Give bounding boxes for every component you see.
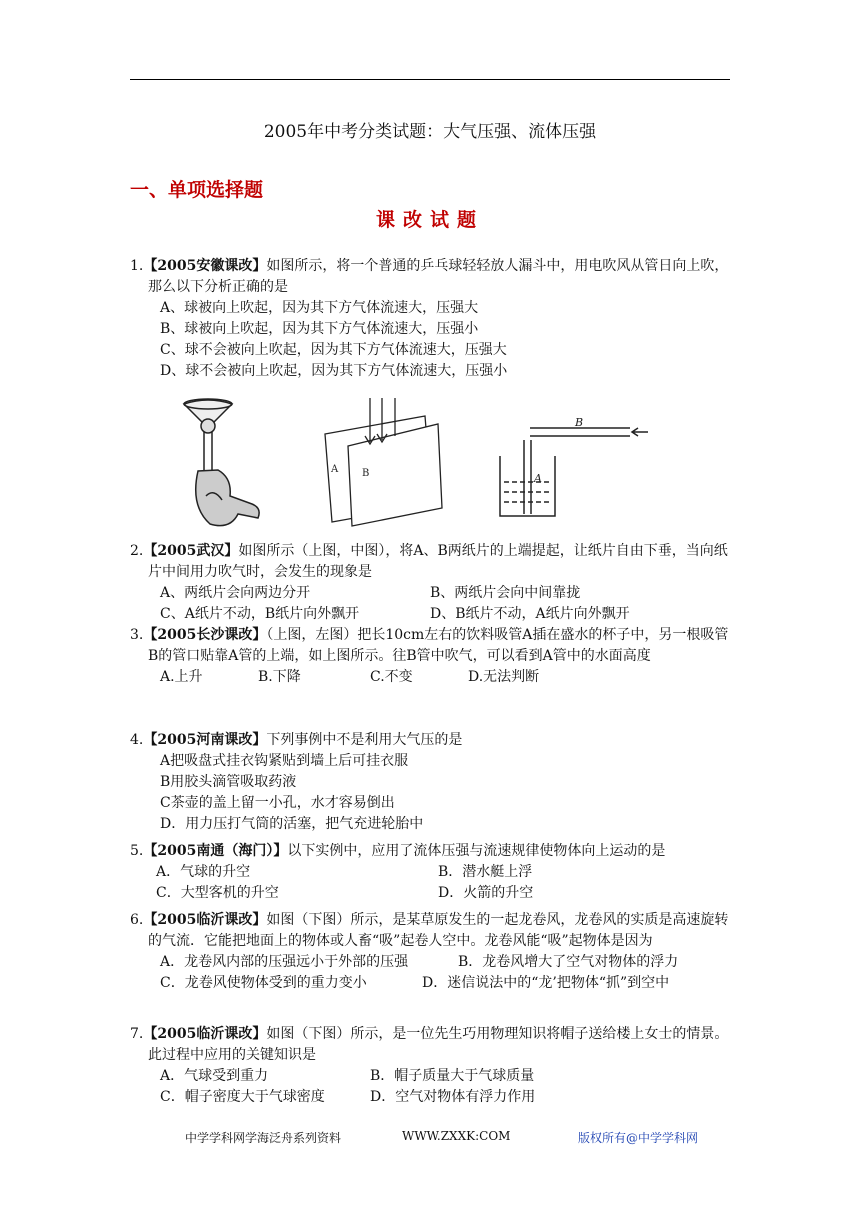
q-num: 5. xyxy=(130,843,144,859)
figure-strip xyxy=(170,396,650,536)
q-source-tag: 【2005南通（海门）】 xyxy=(143,843,288,859)
figures-svg xyxy=(170,396,650,536)
q-stem: 如图所示（上图，中图），将A、B两纸片的上端提起，让纸片自由下垂，当向纸片中间用力吹气时，会发生的现象是 xyxy=(148,543,728,580)
q-num: 1. xyxy=(130,258,144,274)
header-rule xyxy=(130,79,730,80)
question-7 xyxy=(130,1024,730,1108)
option-d: D．空气对物体有浮力作用 xyxy=(370,1089,536,1105)
option-d: D．用力压打气筒的活塞，把气充进轮胎中 xyxy=(160,816,424,832)
q-source-tag: 【2005临沂课改】 xyxy=(143,912,267,928)
option-b: B、两纸片会向中间靠拢 xyxy=(430,585,581,601)
option-a: A、两纸片会向两边分开 xyxy=(160,585,311,601)
option-c: C、A纸片不动，B纸片向外飘开 xyxy=(160,606,360,622)
paper-sheets-figure xyxy=(325,398,442,526)
option-a: A．龙卷风内部的压强远小于外部的压强 xyxy=(160,954,409,970)
q-stem: 如图（下图）所示，是一位先生巧用物理知识将帽子送给楼上女士的情景。此过程中应用的关键知识是 xyxy=(148,1026,729,1063)
straw-beaker-figure xyxy=(500,416,648,516)
option-b: B．帽子质量大于气球质量 xyxy=(370,1068,535,1084)
footer-center: WWW.ZXXK:COM xyxy=(402,1129,511,1143)
option-a: A把吸盘式挂衣钩紧贴到墙上后可挂衣服 xyxy=(160,753,409,769)
option-c: C．帽子密度大于气球密度 xyxy=(160,1089,325,1105)
q-stem: 如图（下图）所示，是某草原发生的一起龙卷风，龙卷风的实质是高速旋转的气流．它能把地面上的物体或人畜“吸”起卷人空中。龙卷风能“吸”起物体是因为 xyxy=(148,912,729,949)
option-b: B、球被向上吹起，因为其下方气体流速大，压强小 xyxy=(160,321,479,337)
option-b: B.下降 xyxy=(258,669,301,685)
question-4 xyxy=(130,730,730,835)
q-source-tag: 【2005武汉】 xyxy=(143,543,239,559)
sheet-a-label: A xyxy=(331,464,339,475)
question-3 xyxy=(130,625,730,688)
q-num: 2. xyxy=(130,543,144,559)
option-c: C、球不会被向上吹起，因为其下方气体流速大，压强大 xyxy=(160,342,507,358)
subsection-heading: 课改试题 xyxy=(375,209,484,231)
q-stem: 如图所示，将一个普通的乒乓球轻轻放人漏斗中，用电吹风从管日向上吹，那么以下分析正确的是 xyxy=(148,258,729,295)
q-source-tag: 【2005安徽课改】 xyxy=(143,258,267,274)
option-d: D．火箭的升空 xyxy=(438,885,534,901)
option-a: A．气球的升空 xyxy=(156,864,251,880)
page-title: 2005年中考分类试题：大气压强、流体压强 xyxy=(263,122,597,142)
sheet-b-label: B xyxy=(362,468,370,479)
question-1 xyxy=(130,256,730,382)
q-stem: （上图，左图）把长10cm左右的饮料吸管A插在盛水的杯子中，另一根吸管B的管口贴靠A管的上端，如上图所示。往B管中吹气，可以看到A管中的水面高度 xyxy=(148,627,729,664)
q-num: 3. xyxy=(130,627,144,643)
q-source-tag: 【2005河南课改】 xyxy=(143,732,267,748)
footer-left: 中学学科网学海泛舟系列资料 xyxy=(185,1131,342,1145)
q-stem: 以下实例中，应用了流体压强与流速规律使物体向上运动的是 xyxy=(287,843,666,859)
question-6 xyxy=(130,910,730,994)
q-num: 7. xyxy=(130,1026,144,1042)
q-num: 4. xyxy=(130,732,144,748)
option-d: D．迷信说法中的“龙’把物体“抓”到空中 xyxy=(422,975,670,991)
funnel-dryer-figure xyxy=(184,399,259,526)
q-stem: 下列事例中不是利用大气压的是 xyxy=(266,732,463,748)
option-b: B．潜水艇上浮 xyxy=(438,864,533,880)
option-c: C茶壶的盖上留一小孔，水才容易倒出 xyxy=(160,795,395,811)
option-d: D.无法判断 xyxy=(468,669,540,685)
footer-right: 版权所有@中学学科网 xyxy=(578,1131,699,1145)
option-c: C.不变 xyxy=(370,669,413,685)
option-c: C．大型客机的升空 xyxy=(156,885,279,901)
option-a: A.上升 xyxy=(160,669,203,685)
option-d: D、球不会被向上吹起，因为其下方气体流速大，压强小 xyxy=(160,363,508,379)
option-a: A．气球受到重力 xyxy=(160,1068,269,1084)
question-2 xyxy=(130,541,730,625)
question-5 xyxy=(130,841,730,904)
option-b: B用胶头滴管吸取药液 xyxy=(160,774,297,790)
straw-b-label: B xyxy=(575,416,584,429)
straw-a-label: A xyxy=(534,472,542,485)
section-heading: 一、单项选择题 xyxy=(130,179,264,201)
option-b: B．龙卷风增大了空气对物体的浮力 xyxy=(458,954,679,970)
option-a: A、球被向上吹起，因为其下方气体流速大，压强大 xyxy=(160,300,479,316)
q-source-tag: 【2005长沙课改】 xyxy=(143,627,267,643)
option-c: C．龙卷风使物体受到的重力变小 xyxy=(160,975,367,991)
q-source-tag: 【2005临沂课改】 xyxy=(143,1026,267,1042)
option-d: D、B纸片不动，A纸片向外飘开 xyxy=(430,606,630,622)
q-num: 6. xyxy=(130,912,144,928)
